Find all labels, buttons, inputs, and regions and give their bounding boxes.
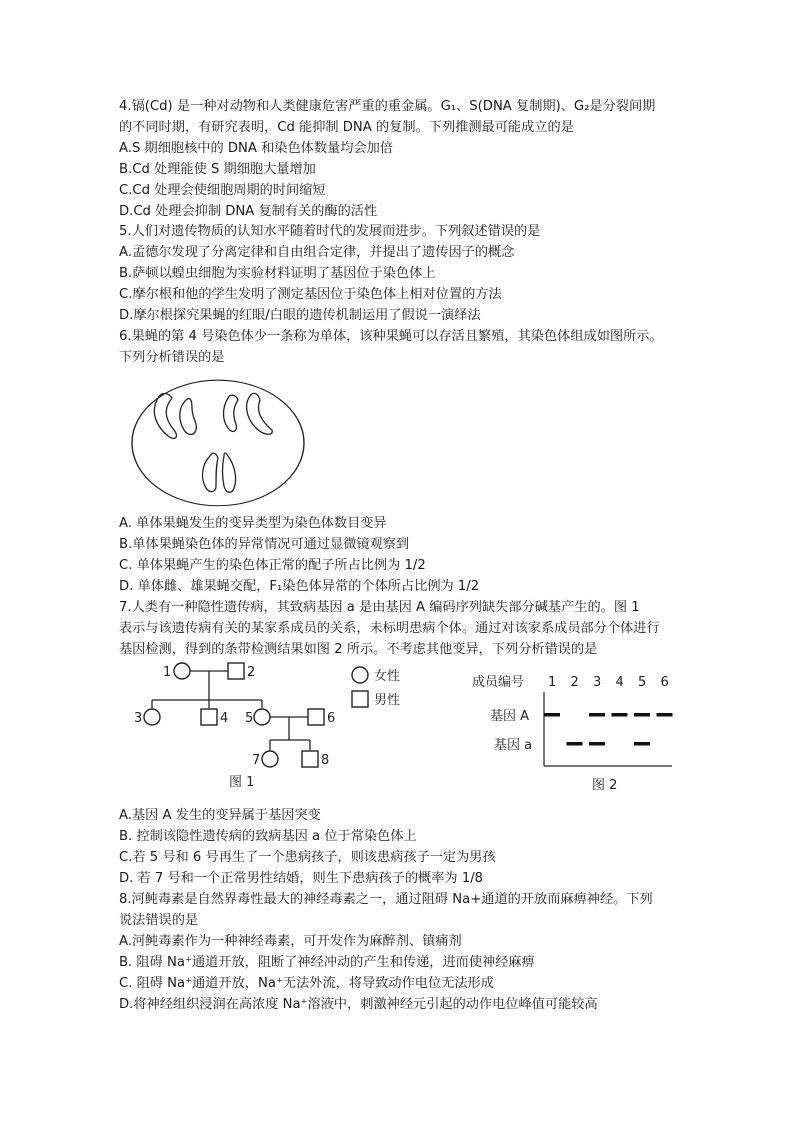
gel-row-a-label: 基因 A [490, 709, 530, 724]
legend-male-symbol [352, 691, 368, 707]
gel-column-labels [548, 675, 669, 690]
gel-row-recessive-label: 基因 a [494, 738, 533, 753]
gel-column-label-2: 2 [570, 675, 579, 690]
member-3-female-symbol [144, 709, 160, 725]
q4-option-a: A.S 期细胞核中的 DNA 和染色体数量均会加倍 [119, 141, 393, 156]
q8-stem-line1: 8.河鲀毒素是自然界毒性最大的神经毒素之一，通过阻碍 Na+通道的开放而麻痹神经。下列 [119, 892, 653, 907]
band-A-member-5 [634, 713, 650, 717]
gel-column-label-5: 5 [638, 675, 647, 690]
chromosome-figure [128, 378, 308, 508]
q6-option-d: D. 单体雌、雄果蝇交配，F₁染色体异常的个体所占比例为 1/2 [119, 579, 480, 594]
q8-option-a: A.河鲀毒素作为一种神经毒素，可开发作为麻醉剂、镇痛剂 [119, 934, 462, 949]
figure-2-caption: 图 2 [592, 778, 618, 793]
q4-option-b: B.Cd 处理能使 S 期细胞大量增加 [119, 162, 316, 177]
member-4-male-symbol [201, 709, 217, 725]
gel-column-label-1: 1 [548, 675, 557, 690]
chromosome-right-2 [247, 393, 273, 434]
q7-option-a: A.基因 A 发生的变异属于基因突变 [119, 808, 321, 823]
q6-option-b: B.单体果蝇染色体的异常情况可通过显微镜观察到 [119, 537, 410, 552]
gel-header: 成员编号 [472, 675, 525, 690]
member-1-female-symbol [174, 663, 190, 679]
q8-option-b: B. 阻碍 Na⁺通道开放，阻断了神经冲动的产生和传递，进而使神经麻痹 [119, 955, 535, 970]
q4-option-d: D.Cd 处理会抑制 DNA 复制有关的酶的活性 [119, 204, 378, 219]
band-A-member-3 [589, 713, 605, 717]
q8-stem-line2: 说法错误的是 [119, 913, 199, 928]
member-6-label: 6 [327, 711, 336, 726]
member-7-label: 7 [252, 753, 261, 768]
chromosome-left-2 [180, 398, 197, 434]
q8-option-c: C. 阻碍 Na⁺通道开放，Na⁺无法外流，将导致动作电位无法形成 [119, 976, 494, 991]
member-3-label: 3 [134, 711, 143, 726]
q5-option-a: A.孟德尔发现了分离定律和自由组合定律，并提出了遗传因子的概念 [119, 245, 515, 260]
chromosome-left-1 [154, 394, 176, 439]
q7-option-d: D. 若 7 号和一个正常男性结婚，则生下患病孩子的概率为 1/8 [119, 871, 484, 886]
q7-option-c: C.若 5 号和 6 号再生了一个患病孩子，则该患病孩子一定为男孩 [119, 850, 496, 865]
chromosome-right-1 [224, 395, 239, 431]
band-A-member-4 [612, 713, 628, 717]
chromosome-bottom-2 [223, 453, 236, 492]
q7-stem-line2: 表示与该遗传病有关的某家系成员的关系，未标明患病个体。通过对该家系成员部分个体进行 [119, 621, 660, 636]
q6-stem-line1: 6.果蝇的第 4 号染色体少一条称为单体，该种果蝇可以存活且繁殖，其染色体组成如图所示。 [119, 329, 663, 344]
q7-stem-line1: 7.人类有一种隐性遗传病，其致病基因 a 是由基因 A 编码序列缺失部分碱基产生的。图 1 [119, 600, 640, 615]
q6-stem-line2: 下列分析错误的是 [119, 350, 225, 365]
pedigree-figure [130, 660, 420, 795]
member-5-label: 5 [245, 711, 254, 726]
q4-option-c: C.Cd 处理会使细胞周期的时间缩短 [119, 183, 326, 198]
q6-option-a: A. 单体果蝇发生的变异类型为染色体数目变异 [119, 516, 387, 531]
gel-figure [470, 668, 680, 798]
figure-1-caption: 图 1 [229, 775, 255, 790]
band-A-member-1 [544, 713, 560, 717]
member-7-female-symbol [262, 751, 278, 767]
q4-stem-line2: 的不同时期，有研究表明，Cd 能抑制 DNA 的复制。下列推测最可能成立的是 [119, 120, 574, 135]
member-6-male-symbol [308, 709, 324, 725]
member-1-label: 1 [163, 665, 172, 680]
q4-stem-line1: 4.镉(Cd) 是一种对动物和人类健康危害严重的重金属。G₁、S(DNA 复制期)、G₂是分裂间期 [119, 99, 656, 114]
legend-female-label: 女性 [374, 669, 401, 684]
member-4-label: 4 [220, 711, 229, 726]
member-8-label: 8 [321, 753, 330, 768]
pedigree-lines [152, 671, 310, 750]
member-5-female-symbol [254, 709, 270, 725]
chromosome-bottom-1 [203, 453, 218, 491]
gel-column-label-4: 4 [615, 675, 624, 690]
q5-option-b: B.萨顿以蝗虫细胞为实验材料证明了基因位于染色体上 [119, 266, 436, 281]
chromosome-pairs [154, 393, 272, 492]
q7-option-b: B. 控制该隐性遗传病的致病基因 a 位于常染色体上 [119, 829, 417, 844]
gel-column-label-3: 3 [593, 675, 602, 690]
member-8-male-symbol [302, 751, 318, 767]
q5-option-c: C.摩尔根和他的学生发明了测定基因位于染色体上相对位置的方法 [119, 287, 502, 302]
member-2-male-symbol [228, 663, 244, 679]
legend-female-symbol [352, 667, 368, 683]
q8-option-d: D.将神经组织浸润在高浓度 Na⁺溶液中，刺激神经元引起的动作电位峰值可能较高 [119, 997, 598, 1012]
gel-column-label-6: 6 [660, 675, 669, 690]
legend-male-label: 男性 [374, 693, 401, 708]
q5-option-d: D.摩尔根探究果蝇的红眼/白眼的遗传机制运用了假说一演绎法 [119, 308, 481, 323]
q6-option-c: C. 单体果蝇产生的染色体正常的配子所占比例为 1/2 [119, 558, 426, 573]
q5-stem: 5.人们对遗传物质的认知水平随着时代的发展而进步。下列叙述错误的是 [119, 224, 541, 239]
band-a-member-5 [634, 742, 650, 746]
q7-stem-line3: 基因检测，得到的条带检测结果如图 2 所示。不考虑其他变异，下列分析错误的是 [119, 642, 598, 657]
member-2-label: 2 [247, 665, 256, 680]
band-a-member-2 [567, 742, 583, 746]
band-A-member-6 [657, 713, 673, 717]
band-a-member-3 [589, 742, 605, 746]
gel-bands [544, 713, 673, 746]
